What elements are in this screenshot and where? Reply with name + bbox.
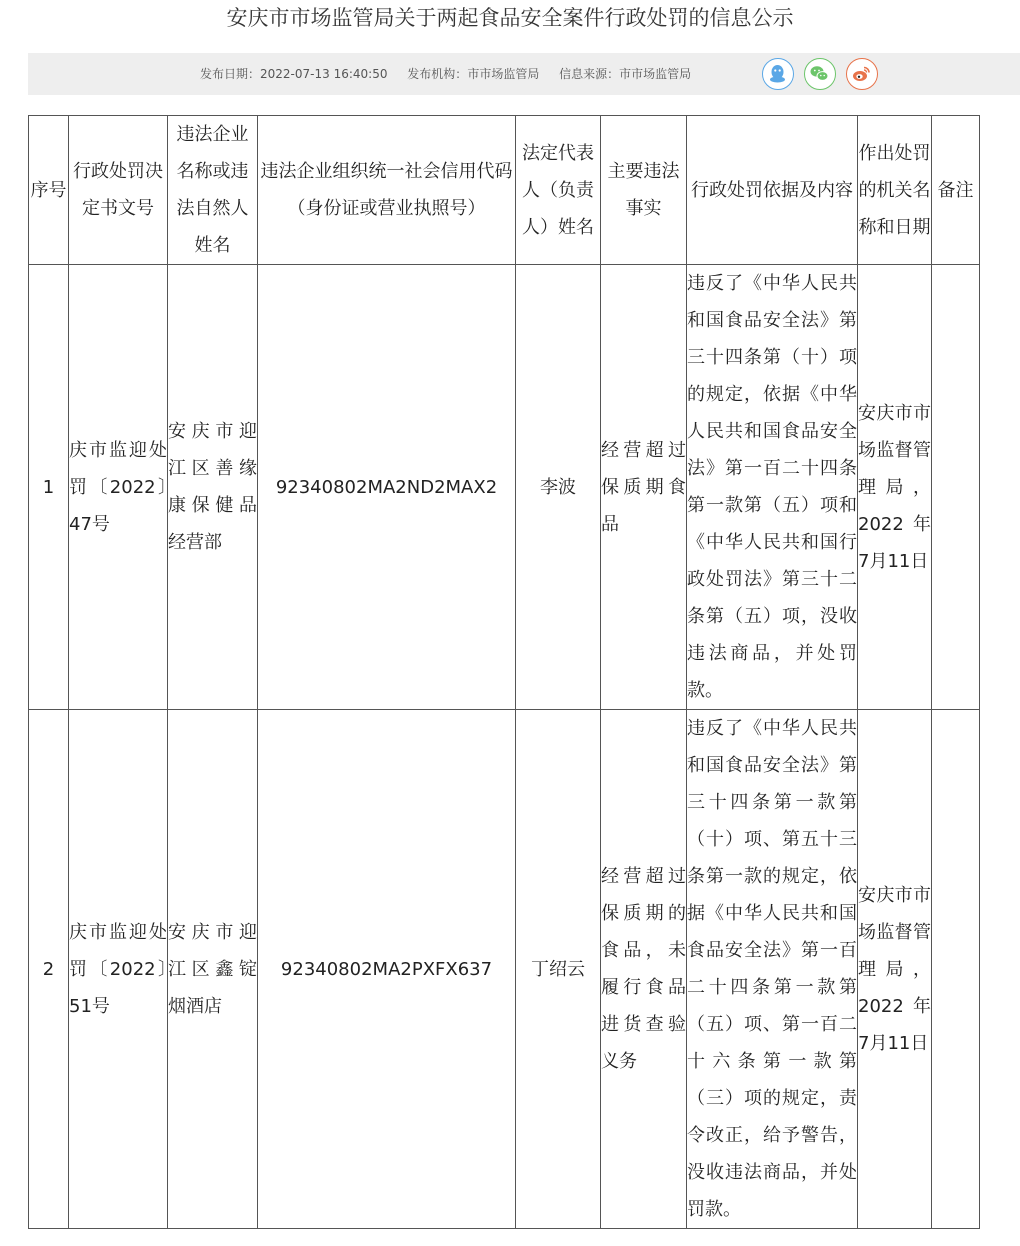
weibo-icon	[847, 59, 876, 88]
table-row	[29, 265, 980, 710]
cell-rep: 丁绍云	[516, 710, 601, 1229]
cell-doc-no: 庆市监迎处罚〔2022〕51号	[69, 710, 168, 1229]
table-header-row	[29, 116, 980, 265]
cell-basis: 违反了《中华人民共和国食品安全法》第三十四条第一款第（十）项、第五十三条第一款的规定，依据《中华人民共和国食品安全法》第一百二十四条第一款第（五）项、第一百二十六条第一款第（三）项的规定，责令改正，给予警告，没收违法商品，并处罚款。	[687, 710, 858, 1229]
cell-authority: 安庆市市场监督管理局，2022年7月11日	[858, 710, 932, 1229]
cell-code: 92340802MA2PXFX637	[258, 710, 516, 1229]
cell-fact: 经营超过保质期的食品，未履行食品进货查验义务	[601, 710, 687, 1229]
cell-authority: 安庆市市场监督管理局，2022年7月11日	[858, 265, 932, 710]
header-cell: 违法企业名称或违法自然人姓名	[168, 116, 258, 265]
page-title: 安庆市市场监管局关于两起食品安全案件行政处罚的信息公示	[226, 6, 794, 30]
header-cell: 违法企业组织统一社会信用代码（身份证或营业执照号）	[258, 116, 516, 265]
source-label: 信息来源：	[559, 67, 620, 81]
source: 市市场监管局	[619, 67, 692, 81]
cell-remark	[932, 710, 980, 1229]
penalty-table	[28, 115, 980, 1229]
cell-code: 92340802MA2ND2MAX2	[258, 265, 516, 710]
header-cell: 备注	[932, 116, 980, 265]
qq-icon	[763, 59, 792, 88]
header-cell: 主要违法事实	[601, 116, 687, 265]
header-cell: 作出处罚的机关名称和日期	[858, 116, 932, 265]
cell-fact: 经营超过保质期食品	[601, 265, 687, 710]
cell-name: 安庆市迎江区善缘康保健品经营部	[168, 265, 258, 710]
publish-date-label: 发布日期：	[200, 67, 261, 81]
header-cell: 行政处罚依据及内容	[687, 116, 858, 265]
header-cell: 法定代表人（负责人）姓名	[516, 116, 601, 265]
meta-info	[200, 53, 707, 95]
meta-bar	[28, 53, 1020, 95]
cell-doc-no: 庆市监迎处罚〔2022〕47号	[69, 265, 168, 710]
wechat-icon	[805, 59, 834, 88]
cell-no: 1	[29, 265, 69, 710]
cell-remark	[932, 265, 980, 710]
cell-name: 安庆市迎江区鑫锭烟酒店	[168, 710, 258, 1229]
share-qq-button[interactable]	[762, 58, 794, 90]
header-cell: 序号	[29, 116, 69, 265]
cell-no: 2	[29, 710, 69, 1229]
cell-basis: 违反了《中华人民共和国食品安全法》第三十四条第（十）项的规定，依据《中华人民共和国食品安全法》第一百二十四条第一款第（五）项和《中华人民共和国行政处罚法》第三十二条第（五）项，没收违法商品，并处罚款。	[687, 265, 858, 710]
publish-date: 2022-07-13 16:40:50	[260, 67, 388, 81]
table-row	[29, 710, 980, 1229]
header-cell: 行政处罚决定书文号	[69, 116, 168, 265]
publisher-label: 发布机构：	[407, 67, 468, 81]
share-wechat-button[interactable]	[804, 58, 836, 90]
share-weibo-button[interactable]	[846, 58, 878, 90]
publisher: 市市场监管局	[467, 67, 540, 81]
cell-rep: 李波	[516, 265, 601, 710]
